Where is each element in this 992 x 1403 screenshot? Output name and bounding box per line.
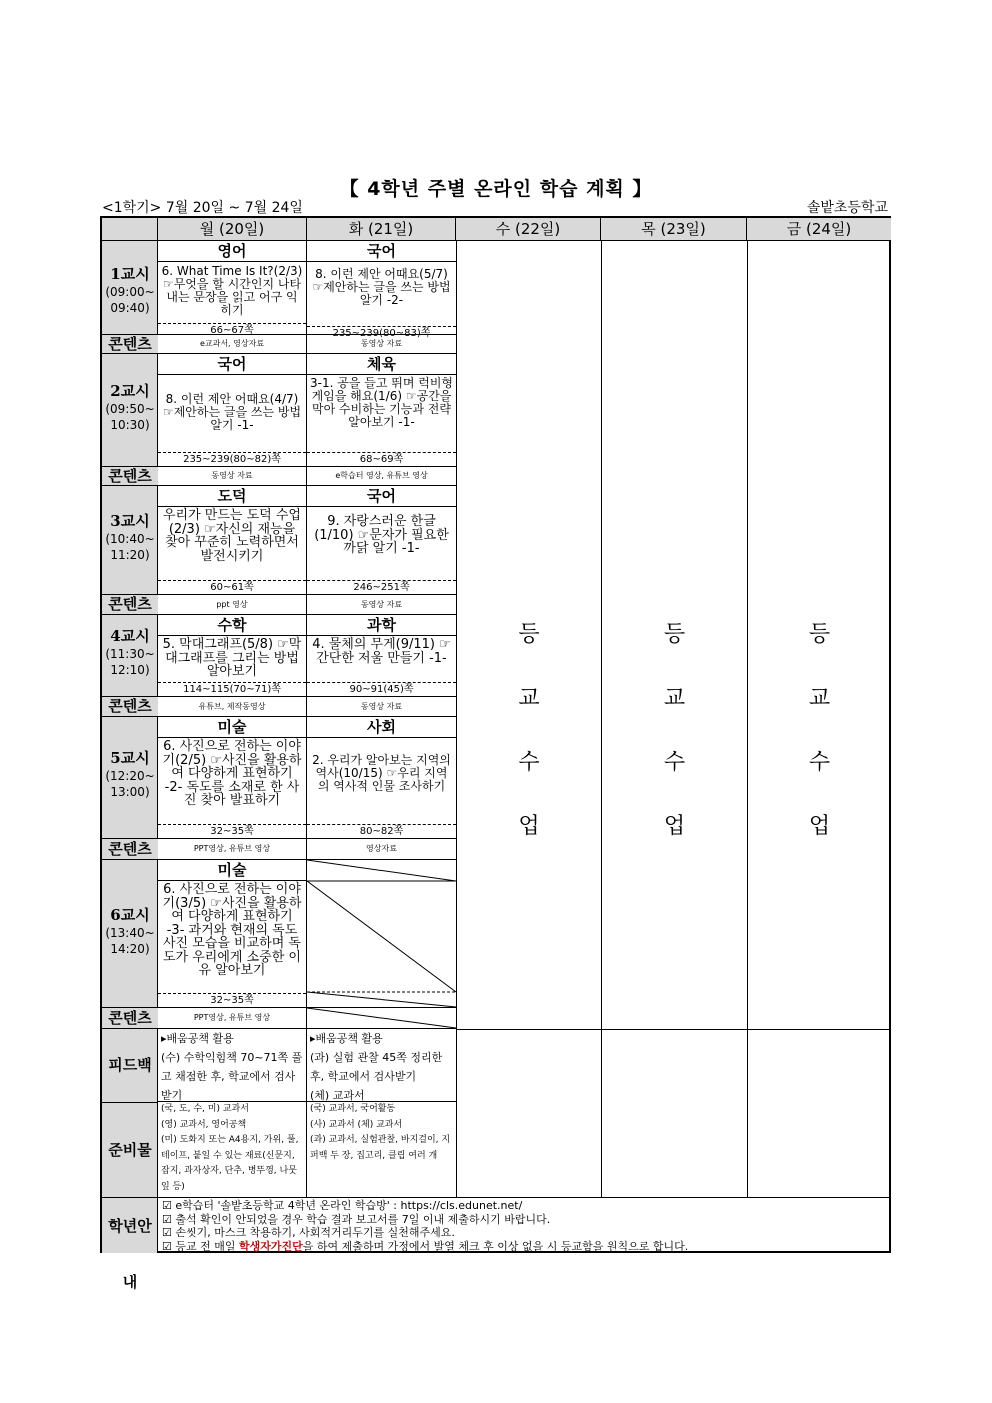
period-5-mon: 미술 6. 사진으로 전하는 이야기(2/5) ☞사진을 활용하여 다양하게 표현하기 -2- 독도를 소재로 한 사진 찾아 발표하기 32~35쪽 <box>158 717 307 838</box>
period-4-tue: 과학 4. 물체의 무게(9/11) ☞간단한 저울 만들기 -1- 90~91(45)쪽 <box>307 615 456 696</box>
period-4-tue-content: 동영상 자료 <box>307 696 456 717</box>
header-thu: 목 (23일) <box>601 218 747 241</box>
period-1-tue-content: 동영상 자료 <box>307 334 456 354</box>
notice-1: ☑ e학습터 '솔밭초등학교 4학년 온라인 학습방' : https://cls.edunet.net/ <box>162 1199 523 1212</box>
period-3-mon-content: ppt 영상 <box>158 594 307 615</box>
period-5-mon-content: PPT영상, 유튜브 영상 <box>158 838 307 860</box>
prep-tue: (국) 교과서, 국어활동 (사) 교과서 (체) 교과서 (과) 교과서, 실험관찰, 바지걸이, 지퍼백 두 장, 집고리, 클립 여러 개 <box>310 1104 451 1161</box>
period-3-tue-content: 동영상 자료 <box>307 594 456 615</box>
period-5-content-label: 콘텐츠 <box>102 838 158 860</box>
period-2-mon-content: 동영상 자료 <box>158 466 307 486</box>
period-6-tue-content-empty <box>307 1007 456 1029</box>
diagonal-lines <box>307 860 456 1007</box>
period-1-mon-content: e교과서, 영상자료 <box>158 334 307 354</box>
school-name: 솔밭초등학교 <box>806 200 888 216</box>
notice-4: ☑ 등교 전 매일 학생자가진단을 하여 제출하며 가정에서 발열 체크 후 이상 없을 시 등교함을 원칙으로 합니다. <box>162 1239 689 1253</box>
period-6-tue-empty <box>307 860 456 1007</box>
thu-attend-text: 등 교 수 업 <box>663 622 686 839</box>
header-tue: 화 (21일) <box>307 218 456 241</box>
header-corner <box>102 218 158 241</box>
week-range: <1학기> 7월 20일 ~ 7월 24일 <box>102 200 303 216</box>
header-fri: 금 (24일) <box>747 218 891 241</box>
fri-attend-text: 등 교 수 업 <box>808 622 831 839</box>
period-4-mon-content: 유튜브, 제작동영상 <box>158 696 307 717</box>
period-1-content-label: 콘텐츠 <box>102 334 158 354</box>
period-4-label: 4교시 (11:30~ 12:10) <box>105 627 155 677</box>
header-mon: 월 (20일) <box>158 218 307 241</box>
period-2-mon: 국어 8. 이런 제안 어때요(4/7) ☞제안하는 글을 쓰는 방법 알기 -1- 235~239(80~82)쪽 <box>158 354 307 466</box>
notice-label: 학년안내 <box>102 1197 158 1253</box>
period-6-label: 6교시 (13:40~ 14:20) <box>105 906 155 956</box>
period-5-tue: 사회 2. 우리가 알아보는 지역의 역사(10/15) ☞우리 지역의 역사적 인물 조사하기 80~82쪽 <box>307 717 456 838</box>
period-5-tue-content: 영상자료 <box>307 838 456 860</box>
header-wed: 수 (22일) <box>456 218 601 241</box>
page-title: 【 4학년 주별 온라인 학습 계획 】 <box>339 178 653 200</box>
diagonal-line <box>307 1008 456 1028</box>
feedback-tue: ▸배움공책 활용 (과) 실험 관찰 45쪽 정리한 후, 학교에서 검사받기 (체) 교과서 <box>307 1029 456 1102</box>
period-2-tue-content: e학습터 영상, 유튜브 영상 <box>307 466 456 486</box>
period-2-content-label: 콘텐츠 <box>102 466 158 486</box>
period-3-label: 3교시 (10:40~ 11:20) <box>105 512 155 562</box>
period-4-mon: 수학 5. 막대그래프(5/8) ☞막대그래프를 그리는 방법 알아보기 114~115(70~71)쪽 <box>158 615 307 696</box>
period-1-tue: 국어 8. 이런 제안 어때요(5/7) ☞제안하는 글을 쓰는 방법 알기 -2- 235~239(80~83)쪽 <box>307 241 456 334</box>
period-4-content-label: 콘텐츠 <box>102 696 158 717</box>
feedback-label: 피드백 <box>108 1056 152 1074</box>
prep-mon: (국, 도, 수, 미) 교과서 (영) 교과서, 영어공책 (미) 도화지 또는 A4용지, 가위, 풀, 테이프, 붙일 수 있는 재료(신문지, 잡지, 과자상자, 단추, 병뚜껑, 나뭇잎 등) <box>158 1102 307 1197</box>
feedback-prep-blank <box>456 1029 891 1197</box>
schedule-table <box>100 216 891 1291</box>
notice-3: ☑ 손씻기, 마스크 착용하기, 사회적거리두기를 실천해주세요. <box>162 1226 455 1239</box>
notice-2: ☑ 출석 확인이 안되었을 경우 학습 결과 보고서를 7일 이내 제출하시기 바랍니다. <box>162 1212 551 1226</box>
period-3-mon: 도덕 우리가 만드는 도덕 수업 (2/3) ☞자신의 재능을 찾아 꾸준히 노력하면서 발전시키기 60~61쪽 <box>158 486 307 594</box>
period-2-label: 2교시 (09:50~ 10:30) <box>105 382 155 432</box>
prep-label: 준비물 <box>102 1102 158 1197</box>
period-2-tue: 체육 3-1. 공을 들고 뛰며 럭비형 게임을 해요(1/6) ☞공간을 막아 수비하는 기능과 전략 알아보기 -1- 68~69쪽 <box>307 354 456 466</box>
notice-content <box>158 1197 891 1253</box>
period-3-content-label: 콘텐츠 <box>102 594 158 615</box>
period-1-label: 1교시 (09:00~ 09:40) <box>105 265 155 315</box>
feedback-mon: ▸배움공책 활용 (수) 수학익힘책 70~71쪽 풀고 채점한 후, 학교에서 검사받기 <box>158 1029 307 1102</box>
period-6-mon-content: PPT영상, 유튜브 영상 <box>158 1007 307 1029</box>
period-1-mon: 영어 6. What Time Is It?(2/3) ☞무엇을 할 시간인지 나타내는 문장을 읽고 어구 익히기 66~67쪽 <box>158 241 307 334</box>
period-3-tue: 국어 9. 자랑스러운 한글 (1/10) ☞문자가 필요한 까닭 알기 -1- 246~251쪽 <box>307 486 456 594</box>
period-6-content-label: 콘텐츠 <box>102 1007 158 1029</box>
period-6-mon: 미술 6. 사진으로 전하는 이야기(3/5) ☞사진을 활용하여 다양하게 표현하기 -3- 과거와 현재의 독도 사진 모습을 비교하며 독도가 우리에게 소중한 이유 알아보기 32~35쪽 <box>158 860 307 1007</box>
period-5-label: 5교시 (12:20~ 13:00) <box>105 749 155 799</box>
wed-attend-text: 등 교 수 업 <box>518 622 540 839</box>
